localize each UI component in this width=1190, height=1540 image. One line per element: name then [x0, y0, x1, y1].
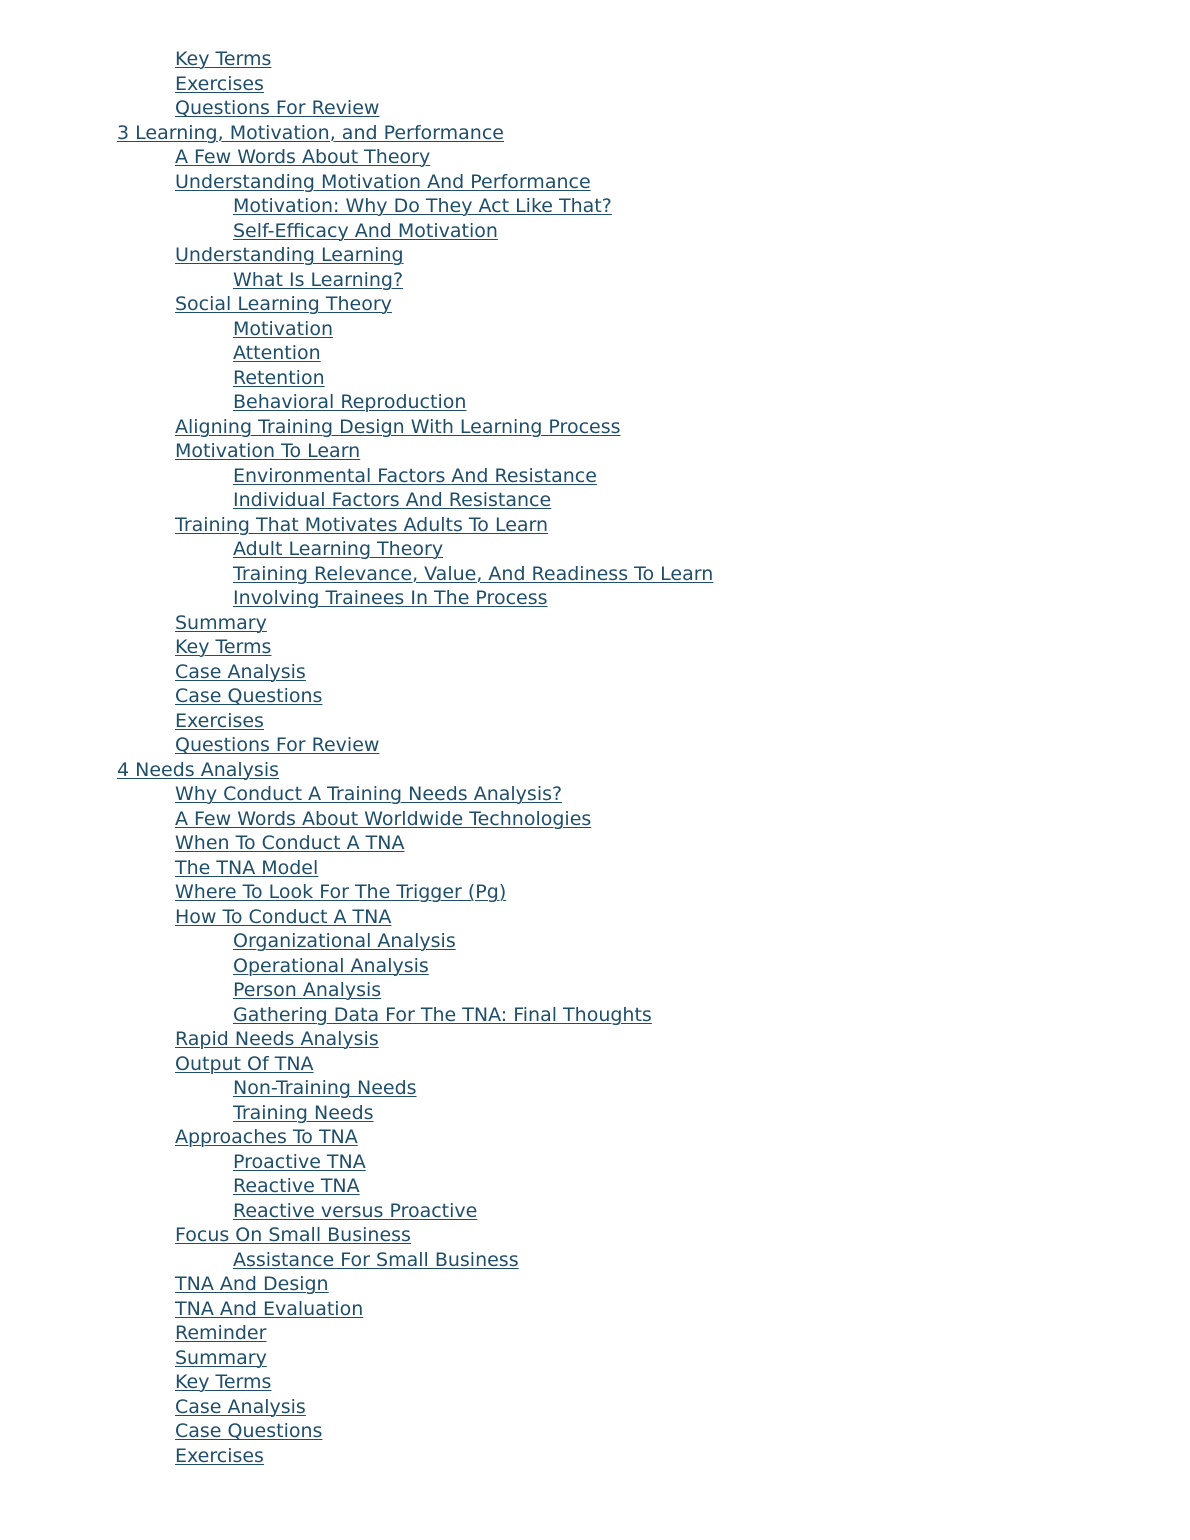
toc-section-link[interactable]: Understanding Motivation And Performance [175, 170, 591, 193]
toc-entry [117, 439, 713, 464]
toc-chapter-link[interactable]: 3 Learning, Motivation, and Performance [117, 121, 504, 144]
toc-entry [117, 219, 713, 244]
toc-entry [117, 954, 713, 979]
toc-entry [117, 660, 713, 685]
toc-section-link[interactable]: Why Conduct A Training Needs Analysis? [175, 783, 563, 805]
toc-entry [117, 170, 713, 195]
toc-entry [117, 1272, 713, 1297]
toc-section-link[interactable]: Summary [175, 611, 267, 634]
toc-subsection-link[interactable]: Environmental Factors And Resistance [233, 464, 597, 487]
toc-subsection-link[interactable]: Proactive TNA [233, 1150, 366, 1173]
toc-section-link[interactable]: Understanding Learning [175, 244, 404, 266]
toc-entry [117, 488, 713, 513]
toc-entry [117, 1444, 713, 1469]
toc-section-link[interactable]: Case Questions [175, 685, 323, 707]
toc-entry [117, 586, 713, 611]
toc-entry [117, 1223, 713, 1248]
toc-entry [117, 366, 713, 391]
toc-entry [117, 1346, 713, 1371]
toc-subsection-link[interactable]: Person Analysis [233, 979, 382, 1001]
toc-section-link[interactable]: Key Terms [175, 48, 272, 70]
toc-section-link[interactable]: Motivation To Learn [175, 440, 361, 462]
toc-section-link[interactable]: TNA And Design [175, 1273, 329, 1295]
toc-entry [117, 905, 713, 930]
toc-entry [117, 1052, 713, 1077]
toc-section-link[interactable]: Focus On Small Business [175, 1224, 411, 1246]
toc-entry [117, 268, 713, 293]
toc-entry [117, 1199, 713, 1224]
toc-entry [117, 978, 713, 1003]
toc-subsection-link[interactable]: Reactive versus Proactive [233, 1199, 478, 1222]
toc-entry [117, 1076, 713, 1101]
toc-entry [117, 145, 713, 170]
toc-subsection-link[interactable]: Involving Trainees In The Process [233, 587, 548, 609]
toc-entry [117, 1248, 713, 1273]
toc-subsection-link[interactable]: Adult Learning Theory [233, 538, 444, 560]
toc-section-link[interactable]: Exercises [175, 1444, 264, 1467]
toc-entry [117, 1125, 713, 1150]
toc-entry [117, 537, 713, 562]
toc-section-link[interactable]: Rapid Needs Analysis [175, 1028, 379, 1050]
toc-entry [117, 733, 713, 758]
toc-section-link[interactable]: Case Analysis [175, 1395, 306, 1418]
toc-section-link[interactable]: Output Of TNA [175, 1052, 314, 1075]
toc-entry [117, 72, 713, 97]
toc-section-link[interactable]: Key Terms [175, 1371, 272, 1393]
toc-section-link[interactable]: Where To Look For The Trigger (Pg) [175, 881, 507, 903]
toc-entry [117, 1027, 713, 1052]
toc-section-link[interactable]: Reminder [175, 1322, 267, 1344]
toc-entry [117, 684, 713, 709]
toc-entry [117, 464, 713, 489]
toc-section-link[interactable]: Key Terms [175, 636, 272, 658]
toc-section-link[interactable]: When To Conduct A TNA [175, 832, 405, 854]
toc-entry [117, 243, 713, 268]
toc-entry [117, 807, 713, 832]
toc-subsection-link[interactable]: Self-Efficacy And Motivation [233, 219, 498, 242]
toc-entry [117, 1101, 713, 1126]
toc-chapter-link[interactable]: 4 Needs Analysis [117, 758, 280, 781]
toc-subsection-link[interactable]: Training Relevance, Value, And Readiness To Learn [233, 562, 714, 585]
toc-section-link[interactable]: The TNA Model [175, 856, 319, 879]
table-of-contents [117, 47, 713, 1468]
toc-entry [117, 341, 713, 366]
toc-entry [117, 96, 713, 121]
toc-entry [117, 880, 713, 905]
toc-section-link[interactable]: A Few Words About Worldwide Technologies [175, 807, 592, 830]
toc-entry [117, 709, 713, 734]
toc-subsection-link[interactable]: Motivation [233, 317, 334, 340]
toc-subsection-link[interactable]: Retention [233, 366, 325, 389]
toc-entry [117, 562, 713, 587]
toc-entry [117, 121, 713, 146]
toc-subsection-link[interactable]: Gathering Data For The TNA: Final Thoughts [233, 1003, 652, 1026]
toc-section-link[interactable]: Training That Motivates Adults To Learn [175, 513, 549, 536]
toc-subsection-link[interactable]: Behavioral Reproduction [233, 391, 467, 413]
toc-entry [117, 194, 713, 219]
toc-section-link[interactable]: Questions For Review [175, 97, 380, 119]
toc-section-link[interactable]: TNA And Evaluation [175, 1297, 364, 1320]
toc-subsection-link[interactable]: Non-Training Needs [233, 1077, 417, 1099]
toc-subsection-link[interactable]: What Is Learning? [233, 268, 404, 291]
toc-entry [117, 390, 713, 415]
toc-entry [117, 415, 713, 440]
toc-section-link[interactable]: Case Questions [175, 1420, 323, 1442]
toc-entry [117, 1370, 713, 1395]
toc-entry [117, 782, 713, 807]
toc-entry [117, 929, 713, 954]
toc-subsection-link[interactable]: Attention [233, 342, 321, 364]
toc-section-link[interactable]: Social Learning Theory [175, 293, 392, 315]
toc-entry [117, 611, 713, 636]
toc-section-link[interactable]: Exercises [175, 709, 264, 732]
toc-entry [117, 1419, 713, 1444]
toc-subsection-link[interactable]: Operational Analysis [233, 954, 429, 977]
toc-entry [117, 1150, 713, 1175]
toc-section-link[interactable]: A Few Words About Theory [175, 146, 431, 168]
toc-section-link[interactable]: Summary [175, 1346, 267, 1369]
toc-entry [117, 1174, 713, 1199]
toc-section-link[interactable]: Aligning Training Design With Learning Process [175, 415, 621, 438]
toc-entry [117, 758, 713, 783]
toc-entry [117, 1321, 713, 1346]
toc-entry [117, 1297, 713, 1322]
toc-section-link[interactable]: Approaches To TNA [175, 1126, 358, 1148]
toc-section-link[interactable]: How To Conduct A TNA [175, 905, 392, 928]
toc-section-link[interactable]: Questions For Review [175, 734, 380, 756]
toc-entry [117, 635, 713, 660]
toc-entry [117, 292, 713, 317]
toc-entry [117, 1003, 713, 1028]
toc-entry [117, 856, 713, 881]
toc-entry [117, 831, 713, 856]
toc-entry [117, 317, 713, 342]
toc-entry [117, 1395, 713, 1420]
toc-subsection-link[interactable]: Organizational Analysis [233, 930, 456, 952]
toc-subsection-link[interactable]: Assistance For Small Business [233, 1248, 519, 1271]
toc-entry [117, 513, 713, 538]
toc-section-link[interactable]: Exercises [175, 72, 264, 95]
toc-subsection-link[interactable]: Reactive TNA [233, 1175, 360, 1197]
toc-section-link[interactable]: Case Analysis [175, 660, 306, 683]
toc-entry [117, 47, 713, 72]
toc-subsection-link[interactable]: Motivation: Why Do They Act Like That? [233, 195, 612, 217]
toc-subsection-link[interactable]: Individual Factors And Resistance [233, 489, 552, 511]
toc-subsection-link[interactable]: Training Needs [233, 1101, 374, 1124]
